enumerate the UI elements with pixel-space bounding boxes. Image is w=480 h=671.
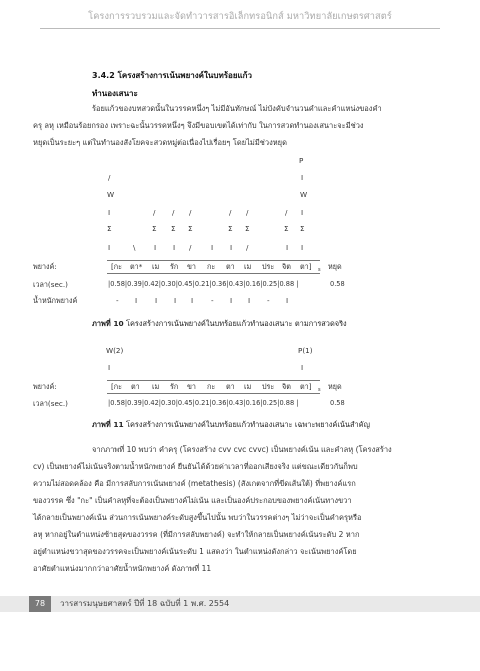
grid-mark: I [301,363,304,372]
grid-mark: W [300,190,308,199]
tick-mark: / [246,243,249,252]
figure-caption [92,419,370,431]
figure-caption [92,318,347,330]
tick-mark: I [108,243,111,252]
row-label: เวลา(sec.) [33,399,68,408]
row-label: พยางค์: [33,382,57,391]
syllable: กะ [207,262,216,271]
weight: I [174,296,177,305]
tick-mark: I [154,243,157,252]
page-number: 78 [29,596,51,612]
grid-mark: / [189,208,192,217]
sigma-mark: Σ [300,224,305,233]
grid-mark: / [285,208,288,217]
grid-mark: / [229,208,232,217]
prominence-mark: P [299,156,304,165]
body-line: อยู่ตำแหน่งขวาสุดของวรรคจะเป็นพยางค์เน้นระดับ 1 แสดงว่า ในตำแหน่งดังกล่าว จะเน้นพยางค์โดย [33,547,357,556]
sigma-mark: Σ [171,224,176,233]
weight: I [286,296,289,305]
syllable: รัก [170,382,179,391]
sigma-mark: Σ [107,224,112,233]
tick-mark: I [286,243,289,252]
intro-line: หยุดเป็นระยะๆ แต่ในทำนองสังโยคจะสวดหมู่ต่อเนื่องไปเรื่อยๆ โดยไม่มีช่วงหยุด [33,138,287,147]
tick-mark: \ [133,243,136,252]
header-rule [40,28,440,29]
syllable: จิต [282,262,291,271]
time-value-pause: 0.58 [330,280,345,288]
time-values: |0.58|0.39|0.42|0.30|0.45|0.21|0.36|0.43|0.16|0.25|0.88 | [108,399,299,407]
syllable: [กะ [111,382,123,391]
grid-mark: I [108,208,111,217]
grid-mark: / [246,208,249,217]
body-line: cv) เป็นพยางค์ไม่เน้นจริงตามน้ำหนักพยางค์ ยืนยันได้ด้วยค่าเวลาที่ออกเสียงจริง แต่ขณะเดียวกันก็พบ [33,462,358,471]
caption-label: ภาพที่ 11 [92,420,124,429]
weight: I [135,296,138,305]
syllable: ประ [262,382,275,391]
sigma-mark: Σ [228,224,233,233]
tick-mark: I [173,243,176,252]
syllable: ตา] [300,262,312,271]
sigma-mark: Σ [245,224,250,233]
weight: I [191,296,194,305]
syllable: จิต [282,382,291,391]
row-label: เวลา(sec.) [33,280,68,289]
tick-mark: I [230,243,233,252]
running-header: โครงการรวบรวมและจัดทำวารสารอิเล็กทรอนิกส์ มหาวิทยาลัยเกษตรศาสตร์ [88,11,392,22]
grid-mark: I [301,173,304,182]
syllable: รัก [170,262,179,271]
weight: - [211,296,214,305]
syllable-subscript: s [318,387,321,393]
body-line: อาศัยตำแหน่งมากกว่าอาศัยน้ำหนักพยางค์ ดังภาพที่ 11 [33,564,212,573]
syllable: ตา* [130,262,143,271]
grid-mark: / [153,208,156,217]
intro-line: ร้อยแก้วของบทสวดนั้นในวรรคหนึ่งๆ ไม่มีอันทักษณ์ ไม่บังคับจำนวนคำและคำแหน่งของคำ [92,104,382,113]
sigma-mark: Σ [152,224,157,233]
weight: - [116,296,119,305]
time-values: |0.58|0.39|0.42|0.30|0.45|0.21|0.36|0.43|0.16|0.25|0.88 | [108,280,299,288]
syllable: เม [152,382,160,391]
syllable-subscript: s [318,267,321,273]
sigma-mark: Σ [284,224,289,233]
syllable: กะ [207,382,216,391]
grid-mark: / [172,208,175,217]
caption-text: โครงสร้างการเน้นพยางค์ในบทร้อยแก้วทำนองเสนาะ เฉพาะพยางค์เน้นสำคัญ [125,420,370,429]
sigma-mark: Σ [188,224,193,233]
body-line: ได้กลายเป็นพยางค์เน้น ส่วนการเน้นพยางค์ระดับสูงขึ้นไปนั้น พบว่าในวรรคต่างๆ ไม่ว่าจะเป็นคำครุหรือ [33,513,362,522]
pause-label: หยุด [328,262,342,271]
syllable: ตา [226,382,235,391]
tick-mark: I [301,243,304,252]
body-line: ความไม่สอดคล้อง คือ มีการสลับการเน้นพยางค์ (metathesis) (สังเกตจากที่ขีดเส้นใต้) ที่พยางค์แรก [33,479,356,488]
section-heading: 3.4.2 โครงสร้างการเน้นพยางค์ในบทร้อยแก้ว [92,71,253,80]
body-line: จากภาพที่ 10 พบว่า คำครุ (โครงสร้าง cvv cvc cvvc) เป็นพยางค์เน้น และคำลหุ (โครงสร้าง [92,445,392,454]
caption-text: โครงสร้างการเน้นพยางค์ในบทร้อยแก้วทำนองเสนาะ ตามการสวดจริง [125,319,347,328]
syllable: [กะ [111,262,123,271]
pause-label: หยุด [328,382,342,391]
body-line: ลหุ หากอยู่ในตำแหน่งซ้ายสุดของวรรค (ที่มีการสลับพยางค์) จะทำให้กลายเป็นพยางค์เน้นระดับ 2 หาก [33,530,360,539]
grid-mark: W [107,190,115,199]
body-line: ของวรรค ซึ่ง "กะ" เป็นคำลหุที่จะต้องเป็นพยางค์ไม่เน้น และเป็นองค์ประกอบของพยางค์เน้นทางขวา [33,496,352,505]
syllable: ตา] [300,382,312,391]
weight: I [230,296,233,305]
tick-mark: / [189,243,192,252]
grid-mark: / [108,173,111,182]
grid-mark: I [301,208,304,217]
journal-citation: วารสารมนุษยศาสตร์ ปีที่ 18 ฉบับที่ 1 พ.ศ. 2554 [60,599,230,608]
subheading: ทำนองเสนาะ [92,89,138,98]
caption-label: ภาพที่ 10 [92,319,124,328]
tick-mark: I [211,243,214,252]
grid-mark: I [108,363,111,372]
row-label: น้ำหนักพยางค์ [33,296,78,305]
prominence-mark: W(2) [106,346,124,355]
syllable: เม [152,262,160,271]
syllable: ขา [187,382,196,391]
syllable: ตา [226,262,235,271]
weight: - [267,296,270,305]
syllable: ขา [187,262,196,271]
syllable: เม [244,382,252,391]
weight: I [155,296,158,305]
time-value-pause: 0.58 [330,399,345,407]
prominence-mark: P(1) [298,346,313,355]
row-label: พยางค์: [33,262,57,271]
syllable: เม [244,262,252,271]
intro-line: ครุ ลหุ เหมือนร้อยกรอง เพราะฉะนั้นวรรคหนึ่งๆ จึงมีขอบเขตได้เท่ากับ ในการสวดทำนองเสนาะจะมีช่วง [33,121,364,130]
syllable: ตา [131,382,140,391]
weight: I [248,296,251,305]
syllable: ประ [262,262,275,271]
